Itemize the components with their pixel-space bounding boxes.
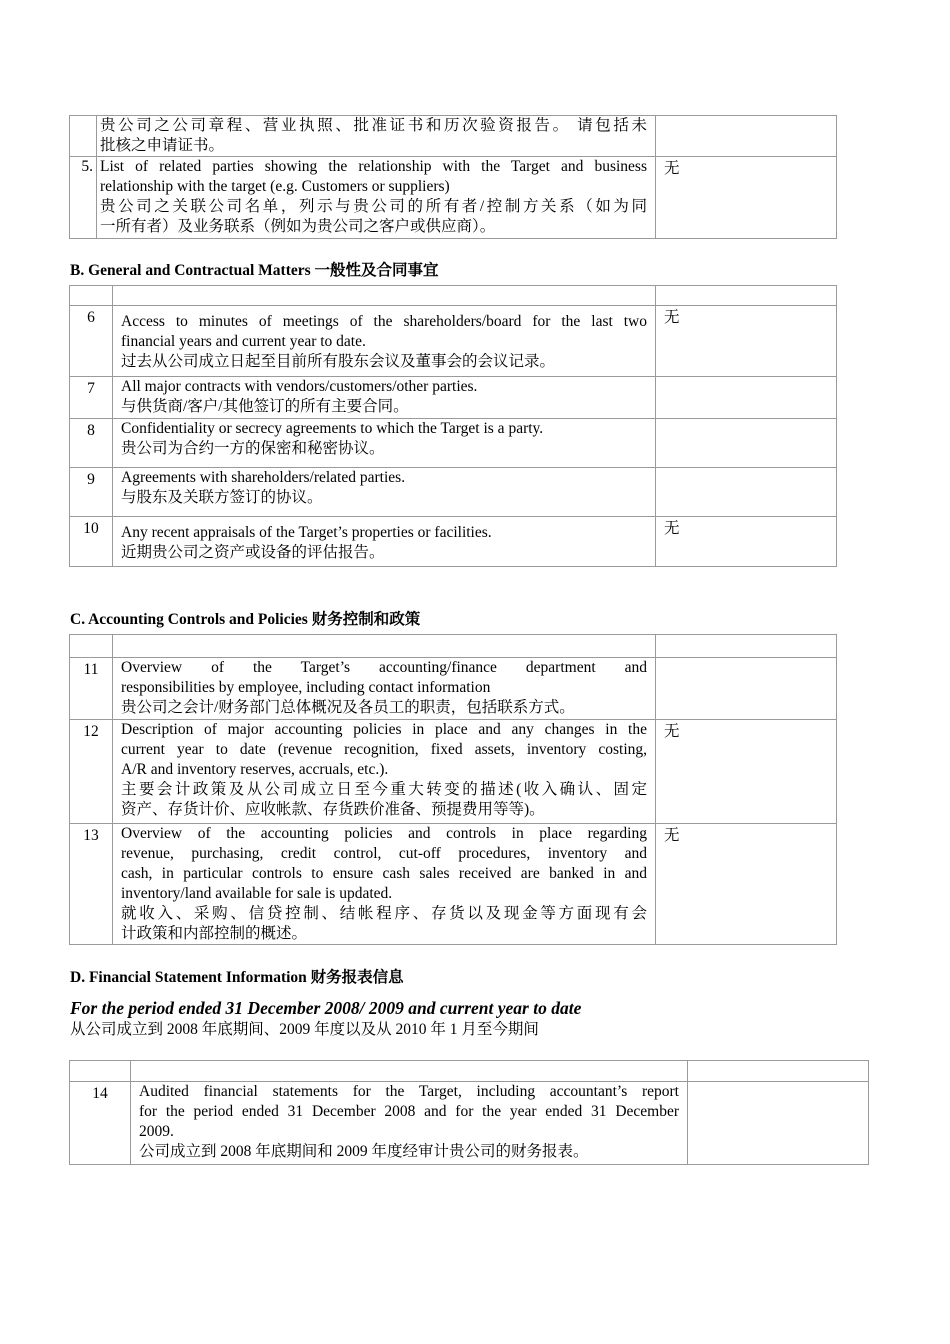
table-row: [70, 306, 837, 377]
table-row: [70, 377, 837, 419]
answer-cell[interactable]: [656, 377, 837, 419]
item-text-en: revenue, purchasing, credit control, cut-off procedures, inventory and: [121, 845, 647, 862]
row-number: 9: [70, 468, 113, 517]
item-text-cn: 贵公司之关联公司名单，列示与贵公司的所有者/控制方关系（如为同: [100, 198, 647, 215]
row-number: 14: [70, 1082, 131, 1165]
item-text-en: cash, in particular controls to ensure cash sales received are banked in and: [121, 865, 647, 882]
answer-cell[interactable]: [656, 419, 837, 468]
section-d-table: [69, 1060, 869, 1165]
row-number: 13: [70, 824, 113, 945]
answer-cell[interactable]: 无: [656, 720, 837, 824]
answer-cell[interactable]: 无: [656, 157, 837, 239]
table-row: [70, 1082, 869, 1165]
item-text-cn: 贵公司之会计/财务部门总体概况及各员工的职责，包括联系方式。: [121, 699, 575, 716]
item-description: [113, 658, 656, 720]
item-text-en: Access to minutes of meetings of the shareholders/board for the last two: [121, 313, 647, 330]
item-text-en: Overview of the accounting policies and controls in place regarding: [121, 825, 647, 842]
table-row: [70, 116, 837, 157]
answer-cell[interactable]: 无: [656, 306, 837, 377]
section-b-table: [69, 285, 837, 567]
table-header-row: [70, 286, 837, 306]
row-number: 7: [70, 377, 113, 419]
section-b-heading: B. General and Contractual Matters 一般性及合同事宜: [70, 262, 439, 279]
item-description: [113, 517, 656, 567]
item-description: [131, 1082, 688, 1165]
item-text-cn: 贵公司为合约一方的保密和秘密协议。: [121, 440, 385, 457]
row-number: 12: [70, 720, 113, 824]
item-text-en: Overview of the Target’s accounting/finance department and: [121, 659, 647, 676]
row-number: 6: [70, 306, 113, 377]
item-text-en: for the period ended 31 December 2008 and for the year ended 31 December: [139, 1103, 679, 1120]
item-text-en: Confidentiality or secrecy agreements to which the Target is a party.: [121, 420, 544, 437]
item-text-cn: 与供货商/客户/其他签订的所有主要合同。: [121, 398, 409, 415]
item-text-cn: 计政策和内部控制的概述。: [121, 925, 308, 942]
item-text-cn: 就收入、采购、信贷控制、结帐程序、存货以及现金等方面现有会: [121, 905, 647, 922]
item-text-en: Any recent appraisals of the Target’s properties or facilities.: [121, 524, 492, 541]
item-description: [97, 116, 656, 157]
answer-cell[interactable]: 无: [656, 517, 837, 567]
item-description: [113, 468, 656, 517]
item-description: [113, 419, 656, 468]
period-subtitle-cn: 从公司成立到 2008 年底期间、2009 年度以及从 2010 年 1 月至今期间: [70, 1021, 539, 1038]
table-row: [70, 157, 837, 239]
item-text-cn: 一所有者）及业务联系（例如为贵公司之客户或供应商）。: [100, 218, 496, 235]
section-c-table: [69, 634, 837, 945]
item-text-cn: 过去从公司成立日起至目前所有股东会议及董事会的会议记录。: [121, 353, 556, 370]
row-number: 8: [70, 419, 113, 468]
item-text-cn: 近期贵公司之资产或设备的评估报告。: [121, 544, 385, 561]
item-description: [97, 157, 656, 239]
section-c-heading: C. Accounting Controls and Policies 财务控制和政策: [70, 611, 421, 628]
item-text-cn: 贵公司之公司章程、营业执照、批准证书和历次验资报告。 请包括未: [100, 117, 647, 134]
item-text-en: Description of major accounting policies in place and any changes in the: [121, 721, 647, 738]
table-row: [70, 658, 837, 720]
section-a-table: [69, 115, 837, 239]
answer-cell[interactable]: 无: [656, 824, 837, 945]
item-text-cn: 与股东及关联方签订的协议。: [121, 489, 323, 506]
row-number: 11: [70, 658, 113, 720]
item-description: [113, 824, 656, 945]
item-text-en: Agreements with shareholders/related parties.: [121, 469, 406, 486]
row-number: 5.: [70, 157, 97, 239]
table-row: [70, 419, 837, 468]
item-description: [113, 377, 656, 419]
answer-cell[interactable]: [656, 658, 837, 720]
item-text-cn: 主要会计政策及从公司成立日至今重大转变的描述(收入确认、固定: [121, 781, 647, 798]
item-text-en: A/R and inventory reserves, accruals, etc.).: [121, 761, 389, 778]
item-text-en: inventory/land available for sale is updated.: [121, 885, 393, 902]
section-d-heading: D. Financial Statement Information 财务报表信息: [70, 969, 404, 986]
item-text-cn: 公司成立到 2008 年底期间和 2009 年度经审计贵公司的财务报表。: [139, 1143, 589, 1160]
item-text-en: financial years and current year to date.: [121, 333, 366, 350]
item-text-en: All major contracts with vendors/customers/other parties.: [121, 378, 478, 395]
item-text-cn: 批核之申请证书。: [100, 137, 225, 154]
table-row: [70, 468, 837, 517]
answer-cell[interactable]: [688, 1082, 869, 1165]
table-row: [70, 517, 837, 567]
item-text-en: responsibilities by employee, including contact information: [121, 679, 491, 696]
item-text-en: relationship with the target (e.g. Customers or suppliers): [100, 178, 450, 195]
item-text-en: Audited financial statements for the Target, including accountant’s report: [139, 1083, 679, 1100]
row-number: 10: [70, 517, 113, 567]
item-text-en: current year to date (revenue recognition, fixed assets, inventory costing,: [121, 741, 647, 758]
item-description: [113, 306, 656, 377]
period-title: For the period ended 31 December 2008/ 2009 and current year to date: [70, 998, 582, 1018]
row-number-cell: [70, 116, 97, 157]
answer-cell[interactable]: [656, 116, 837, 157]
table-header-row: [70, 1061, 869, 1082]
table-row: [70, 824, 837, 945]
item-text-en: 2009.: [139, 1123, 174, 1140]
table-row: [70, 720, 837, 824]
answer-cell[interactable]: [656, 468, 837, 517]
table-header-row: [70, 635, 837, 658]
item-description: [113, 720, 656, 824]
item-text-cn: 资产、存货计价、应收帐款、存货跌价准备、预提费用等等)。: [121, 801, 545, 818]
item-text-en: List of related parties showing the relationship with the Target and business: [100, 158, 647, 175]
